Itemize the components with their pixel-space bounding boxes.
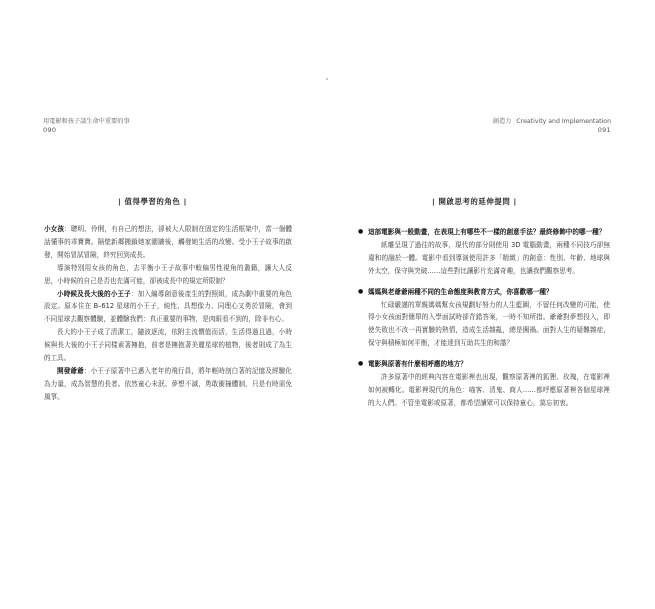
bullet-icon: ●	[358, 287, 364, 295]
right-page-number: 091	[597, 126, 611, 134]
paragraph-text: 導演特別用女孩的角色，去平衡小王子故事中較偏男性視角的叢籍，讓大人反思，小時候的自己是否也充滿可能，卻被成長中的規定所限制？	[44, 263, 292, 285]
paragraph	[44, 223, 292, 262]
paragraph	[44, 288, 292, 327]
answer	[358, 371, 610, 410]
question-text: 媽媽與老爺爺兩種不同的生命態度與教育方式，你喜歡哪一種？	[368, 287, 553, 296]
right-header-title	[493, 117, 611, 126]
answer-text: 紙雕呈現了過往的故事，現代的部分則使用 3D 電腦動畫，兩種不同技巧卻無違和的融於一體。電影中看到導演使用許多「精緻」的創意：性別、年齡、地球與外太空，保守與突破……這些對比讓影片充滿奇趣，也讓我們觀察思考。	[368, 240, 610, 275]
answer-text: 許多原著中的經典內容在電影裡也出現，觀察原著裡的狐狸、玫瑰，在電影裡如何被轉化。電影裡現代的角色：喵客、清鬼、商人……都呼應原著裡各個星球裡的大人們。不管坐電影或原著，都希望讀眾可以保持童心，莫忘初衷。	[368, 373, 610, 407]
question	[358, 286, 610, 299]
right-page	[328, 0, 655, 609]
paragraph-text: 長大的小王子成了清潔工，隨波逐流，依附主流價值而活，生活得過且過，小時候與長大後的小王子同樣素著擁抱，前者是擁抱著美麗星球的植物，後者則成了為生的工具。	[44, 328, 292, 363]
left-section-title: | 值得學習的角色 |	[118, 197, 187, 206]
paragraph-text: ：加入編導創意後產生的對照組，成為劇中重要的角色設定。原本住在 B–612 星球的小王子，純性、具想像力、同理心又勇於冒險，會到不同星球去觀察體驗，並體驗我們：真正重要的事物，是肉眼看不到的，除非有心。	[44, 289, 293, 324]
header-title-en: Creativity and Implementation	[516, 118, 611, 125]
paragraph-text: ：聰明、伶俐，有自己的想法，卻被大人限制在固定的生活框架中，當一個體話懂事的乖寶寶。隔壁新鄰搬鎖她家圍牆後，觸發她生活的改變。受小王子故事的啟發，開始冒試冒險，終究回到成長。	[44, 225, 293, 259]
left-header-title: 用電影和孩子談生命中重要的事	[43, 118, 130, 125]
answer	[358, 299, 610, 351]
header-title-cn: 創造力	[492, 118, 512, 125]
left-running-header	[43, 117, 130, 135]
paragraph	[44, 262, 292, 288]
bullet-icon: ●	[358, 228, 364, 235]
paragraph-lead: 小女孩	[44, 225, 65, 233]
bullet-icon: ●	[358, 360, 364, 368]
question-text: 這部電影與一般動畫，在表現上有哪些不一樣的創意手法？最終修飾中的哪一種？	[368, 228, 606, 236]
question	[358, 226, 610, 239]
question	[358, 358, 610, 371]
paragraph-lead: 開發爺爺	[57, 366, 84, 375]
answer	[358, 239, 610, 278]
left-body	[44, 223, 292, 404]
right-body	[358, 223, 610, 418]
paragraph	[44, 365, 292, 404]
left-page	[0, 0, 327, 609]
paragraph	[44, 326, 292, 365]
left-page-number: 090	[43, 126, 57, 134]
paragraph-lead: 小時候及長大後的小王子	[57, 289, 131, 298]
right-running-header	[493, 117, 611, 135]
question-text: 電影與原著有什麼相呼應的地方？	[368, 360, 467, 369]
paragraph-text: ：小王子原著中已邁入老年的飛行員，將年輕時剖白著的記憶及經驗化為力量，成為智慧的長者。依然童心未泯、夢想不滅，勇敢衝撞體制，只是有時需免風箏。	[44, 366, 293, 401]
answer-text: 忙碌嚴謹的單親媽媽幫女孩規劃好努力的人生藍圖，不留任何改變的可能，使得小女孩面對簡單的入學面試時卻背錯答案，一時不知所措。爺爺對夢想投入，即使失敗也不改一再實驗的熱情，造成生活雜亂，總是闖禍。面對人生的疑難雜症，保守與積極如何平衡，才能達到互助共生的和諧？	[368, 300, 610, 348]
right-section-title: | 開啟思考的延伸提問 |	[432, 197, 517, 206]
